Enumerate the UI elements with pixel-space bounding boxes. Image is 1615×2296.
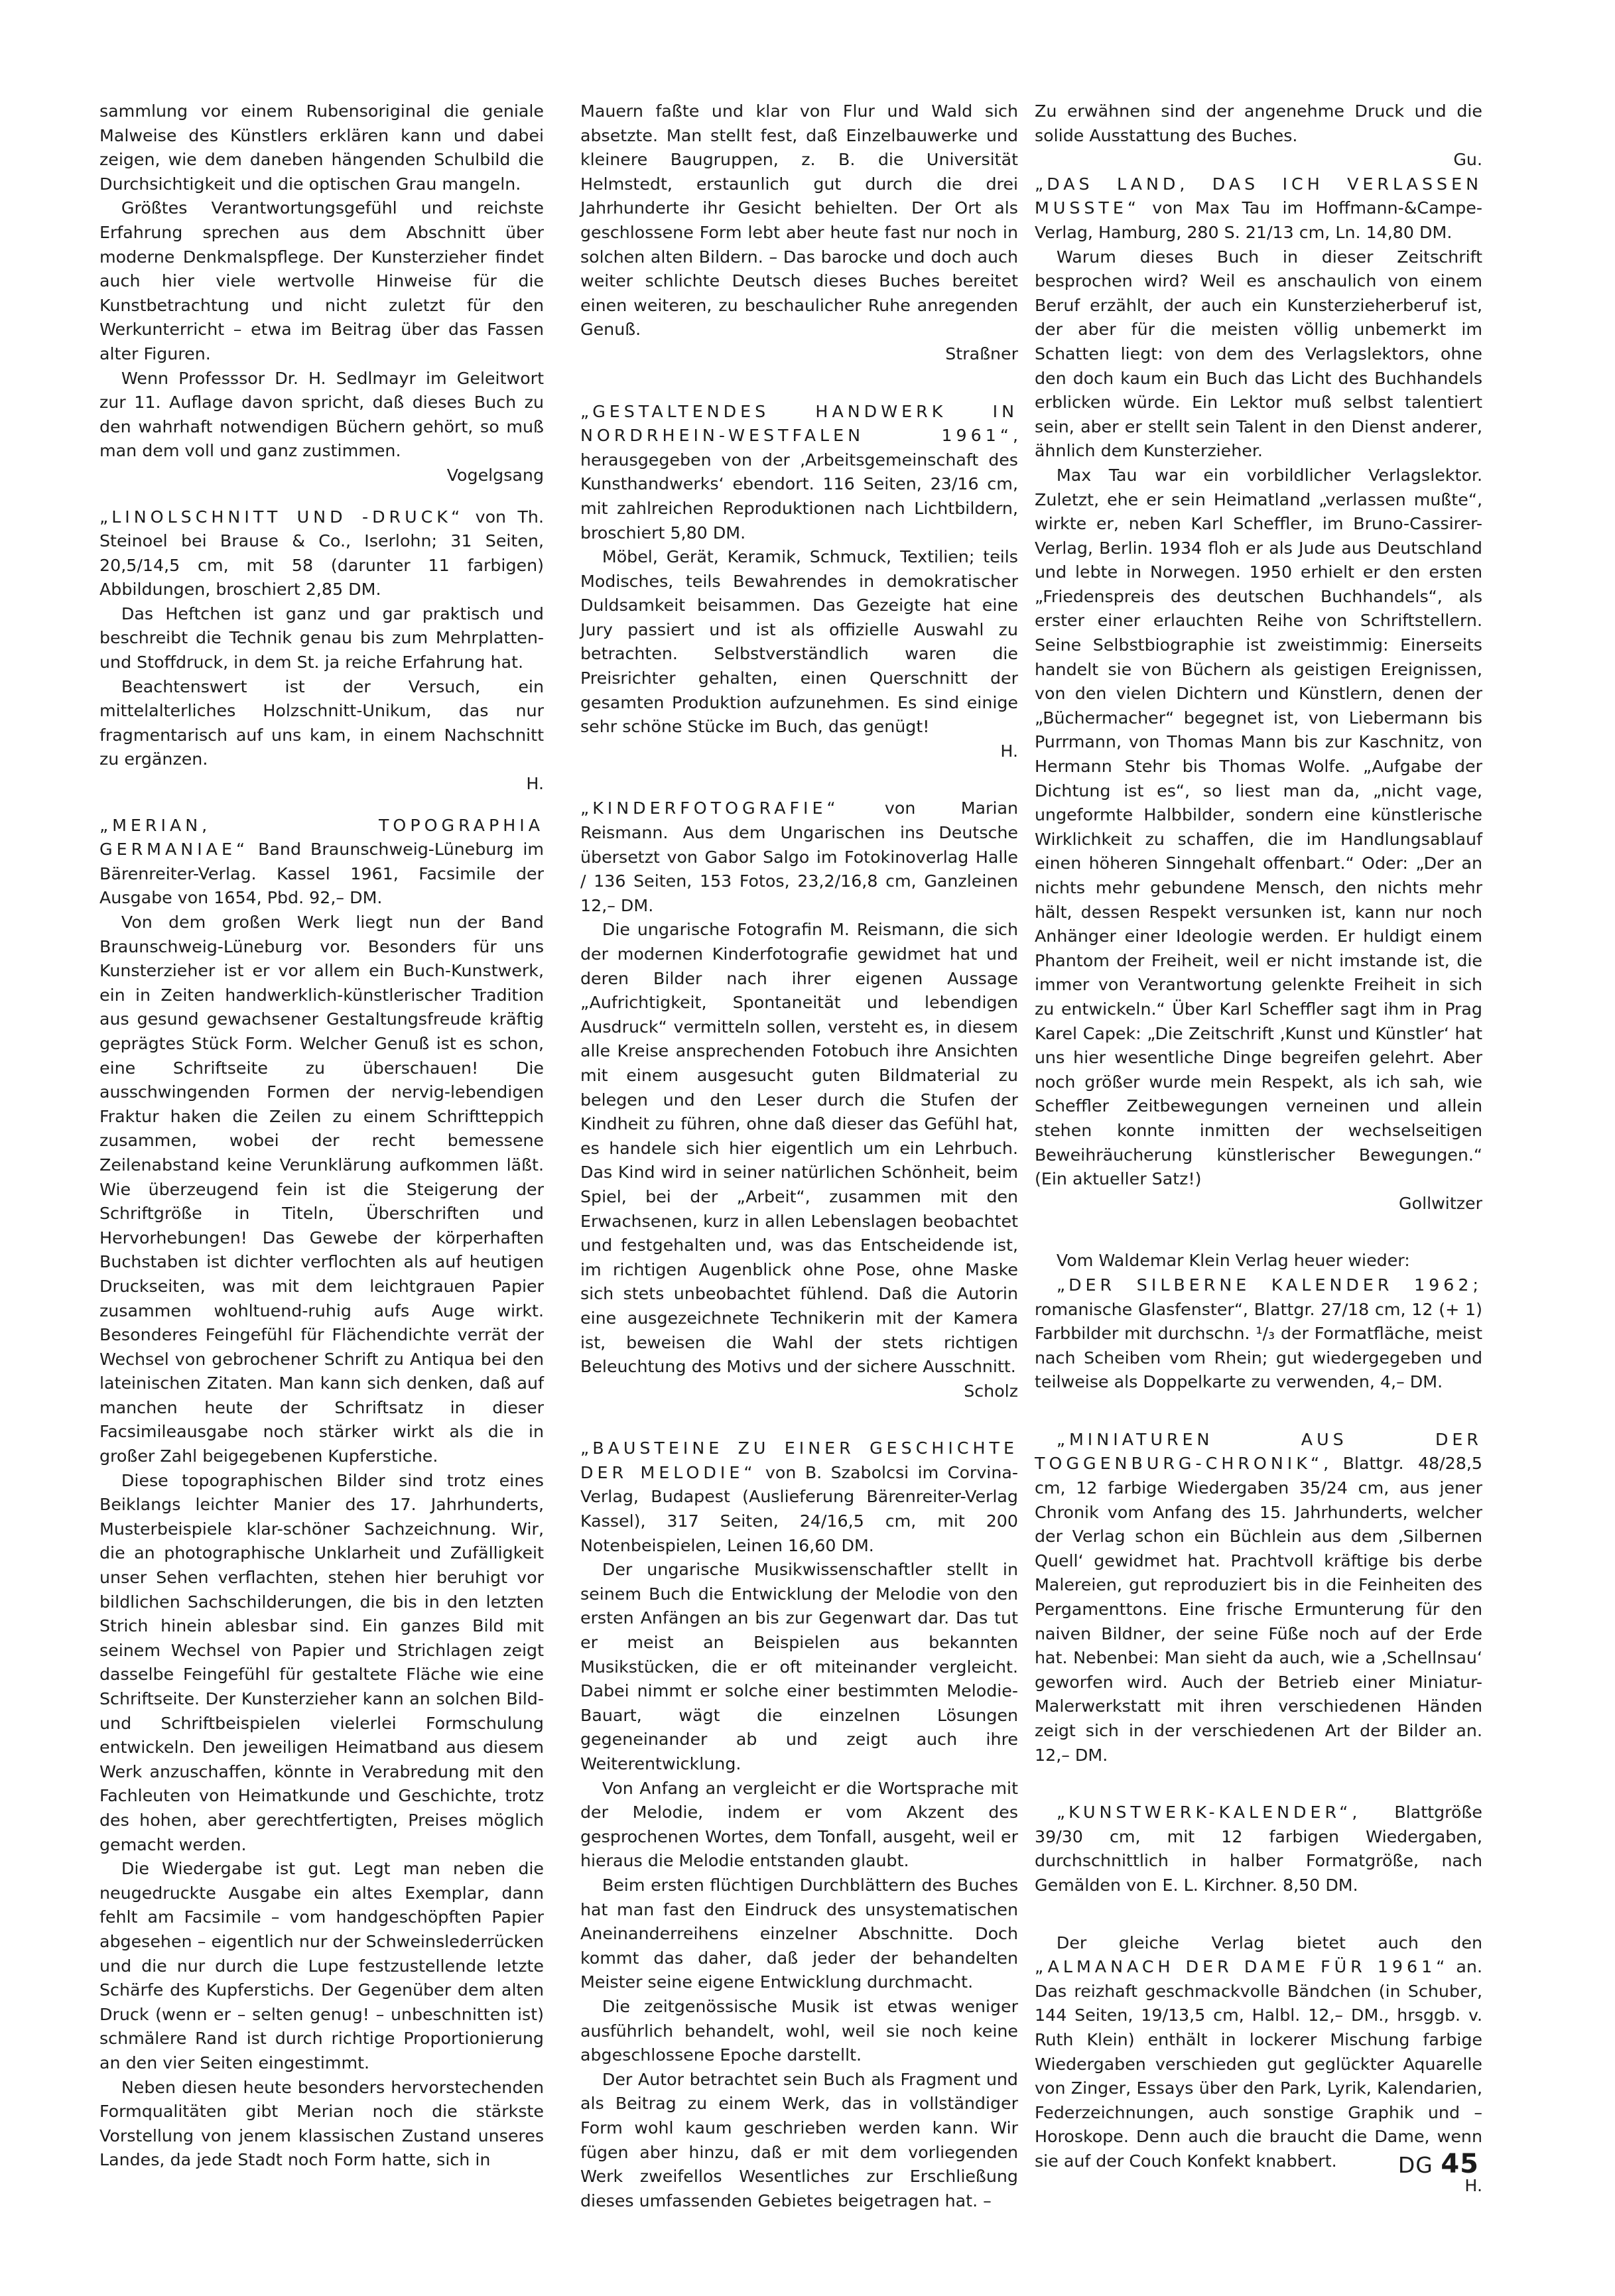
book-details: , Blattgr. 48/28,5 cm, 12 farbige Wiedergaben 35/24 cm, aus jener Chronik vom Anfang des 15. Jahrhunderts, welcher der Verlag schon ein Büchlein aus dem ‚Silbernen Quell‘ gewidmet hat. Prachtvoll kräftige bis derbe Malereien, gut reproduziert bis in die Feinheiten des Pergamenttons. Eine frische Ermunterung für den naiven Bildner, der seine Füße noch auf der Erde hat. Nebenbei: Man sieht da auch, wie a ‚Schellnsau‘ geworfen wird. Auch der Betrieb einer Miniatur-Malerwerkstatt mit ihren verschiedenen Händen zeigt sich in der verschiedenen Art der Bilder an. 12,– DM.: [1035, 1454, 1482, 1765]
paragraph: Möbel, Gerät, Keramik, Schmuck, Textilien; teils Modisches, teils Bewahrendes in demokratischer Duldsamkeit beisammen. Das Gezeigte hat eine Jury passiert und ist als offizielle Auswahl zu betrachten. Selbstverständlich waren die Preisrichter gehalten, einen Querschnitt der gesamten Produktion aufzunehmen. Es sind einige sehr schöne Stücke im Buch, das genügt!: [580, 547, 1018, 737]
book-details: von Th. Steinoel bei Brause & Co., Iserlohn; 31 Seiten, 20,5/14,5 cm, mit 58 (darunter 11 farbigen) Abbildungen, broschiert 2,85 DM.: [99, 507, 544, 600]
paragraph: Diese topographischen Bilder sind trotz eines Beiklangs leichter Manier des 17. Jahrhunderts, Musterbeispiele klar-schöner Sachzeichnung. Wir, die an photographische Unklarheit und Zufälligkeit unser Sehen verflachten, stehen hier beruhigt vor bildlichen Sachschilderungen, die bis in den letzten Strich hinein ablesbar sind. Ein ganzes Bild mit seinem Wechsel von Papier und Strichlagen zeigt dasselbe Feingefühl für gestaltete Fläche wie eine Schriftseite. Der Kunsterzieher kann an solchen Bild- und Schriftbeispielen vielerlei Formschulung entwickeln. Den jeweiligen Heimatband aus diesem Werk anzuschaffen, könnte in Verabredung mit den Fachleuten von Heimatkunde und Geschichte, trotz des hohen, aber gerechtfertigten, Preises möglich gemacht werden.: [99, 1470, 544, 1854]
book-title: „MINIATUREN AUS DER TOGGENBURG-CHRONIK“: [1035, 1429, 1482, 1474]
review-entry-heading: [580, 400, 1018, 546]
book-details: romanische Glasfenster“, Blattgr. 27/18 cm, 12 (+ 1) Farbbilder mit durchschn. ¹/₃ der Formatfläche, meist nach Scheiben vom Rhein; gut wiedergegeben und teilweise als Doppelkarte zu verwenden, 4,– DM.: [1035, 1299, 1482, 1392]
paragraph: Beim ersten flüchtigen Durchblättern des Buches hat man fast den Eindruck des unsystematischen Aneinanderreihens einzelner Abschnitte. Doch kommt das daher, daß jeder der behandelten Meister seine eigene Entwicklung durchmacht.: [580, 1875, 1018, 1992]
reviewer-signature: Vogelgsang: [446, 465, 544, 485]
page-number: 45: [1441, 2149, 1479, 2179]
paragraph: Vom Waldemar Klein Verlag heuer wieder:: [1056, 1251, 1410, 1271]
reviewer-signature: H.: [1000, 741, 1018, 761]
review-entry-heading: [580, 1436, 1018, 1558]
book-details: von B. Szabolcsi im Corvina-Verlag, Budapest (Auslieferung Bärenreiter-Verlag Kassel), 317 Seiten, 24/16,5 cm, mit 200 Notenbeispielen, Leinen 16,60 DM.: [580, 1462, 1018, 1555]
review-entry-heading: [580, 797, 1018, 918]
paragraph: Von Anfang an vergleicht er die Wortsprache mit der Melodie, indem er vom Akzent des gesprochenen Wortes, dem Tonfall, ausgeht, weil er hieraus die Melodie entstanden glaubt.: [580, 1778, 1018, 1871]
book-title: „MERIAN, TOPOGRAPHIA GERMANIAE“: [99, 815, 544, 860]
book-title: „DAS LAND, DAS ICH VERLASSEN MUSSTE“: [1035, 174, 1482, 218]
column-middle: [580, 99, 1018, 2210]
review-entry-heading: [99, 814, 544, 911]
review-entry-heading: [1035, 172, 1482, 245]
paragraph: Neben diesen heute besonders hervorstechenden Formqualitäten gibt Merian noch die stärkste Vorstellung von jenem klassischen Zustand unseres Landes, da jede Stadt noch Form hatte, sich in: [99, 2077, 544, 2170]
paragraph: Von dem großen Werk liegt nun der Band Braunschweig-Lüneburg vor. Besonders für uns Kunsterzieher ist er vor allem ein Buch-Kunstwerk, ein in Zeiten handwerklich-künstlerischer Tradition aus gesund gewachsener Gestaltungsfreude kräftig geprägtes Stück Form. Welcher Genuß ist es schon, eine Schriftseite zu überschauen! Die ausschwingenden Formen der nervig-lebendigen Fraktur haken die Zeilen zu einem Schriftteppich zusammen, wobei der recht bemessene Zeilenabstand keine Verunklärung aufkommen läßt. Wie überzeugend fein ist die Steigerung der Schriftgröße in Titeln, Überschriften und Hervorhebungen! Das Gewebe der körperhaften Buchstaben ist dichter verflochten als auf heutigen Druckseiten, was mit dem leichtgrauen Papier zusammen wohltuend-ruhig aufs Auge wirkt. Besonderes Feingefühl für Flächendichte verrät der Wechsel von gebrochener Schrift zu Antiqua bei den lateinischen Zitaten. Man kann sich denken, daß auf manchen heute der Schriftsatz in dieser Facsimileausgabe noch stärker wirkt als die in großer Zahl beigegebenen Kupferstiche.: [99, 913, 544, 1466]
reviewer-signature: Straßner: [945, 344, 1018, 363]
book-title: „LINOLSCHNITT UND -DRUCK“: [99, 507, 464, 527]
paragraph: Zu erwähnen sind der angenehme Druck und die solide Ausstattung des Buches.: [1035, 101, 1482, 145]
paragraph: Größtes Verantwortungsgefühl und reichste Erfahrung sprechen aus dem Abschnitt über moderne Denkmalspflege. Der Kunsterzieher findet auch hier viele wertvolle Hinweise für die Kunstbetrachtung und nicht zuletzt für den Werkunterricht – etwa im Beitrag über das Fassen alter Figuren.: [99, 198, 544, 363]
paragraph: Max Tau war ein vorbildlicher Verlagslektor. Zuletzt, ehe er sein Heimatland „verlassen mußte“, wirkte er, neben Karl Scheffler, im Bruno-Cassirer-Verlag, Berlin. 1934 floh er als Jude aus Deutschland und lebte in Norwegen. 1950 erhielt er den ersten „Friedenspreis des deutschen Buchhandels“, als erster einer erlauchten Reihe von Schriftstellern. Seine Selbstbiographie ist zweistimmig: Einerseits handelt sie von Büchern als geistigen Ereignissen, von den vielen Dichtern und Künstlern, denen der „Büchermacher“ begegnet ist, von Liebermann bis Purrmann, von Thomas Mann bis zur Kaschnitz, von Hermann Stehr bis Thomas Wolfe. „Aufgabe der Dichtung ist es“, so liest man da, „nicht vage, ungeformte Halbbilder, sondern eine künstlerische Wirklichkeit zu schaffen, die im Handlungsablauf einen höheren Sinngehalt offenbart.“ Oder: „Der an nichts mehr gebundene Mensch, den nichts mehr hält, dessen Respekt versunken ist, kann nur noch Anhänger einer Ideologie werden. Er huldigt einem Phantom der Freiheit, weil er nicht imstande ist, die immer von Verantwortung gelenkte Freiheit in sich zu entwickeln.“ Über Karl Scheffler sagt ihm in Prag Karel Capek: „Die Zeitschrift ‚Kunst und Künstler‘ hat uns hier wesentliche Dinge begreifen gelehrt. Aber noch größer wurde mein Respekt, als ich sah, wie Scheffler Zeitbewegungen verneinen und allein stehen konnte inmitten der wechselseitigen Beweihräucherung künstlerischer Bewegungen.“ (Ein aktueller Satz!): [1035, 465, 1482, 1189]
reviewer-signature: Gollwitzer: [1398, 1193, 1482, 1213]
journal-abbreviation: DG: [1397, 2152, 1433, 2178]
book-details: von Max Tau im Hoffmann-&Campe-Verlag, Hamburg, 280 S. 21/13 cm, Ln. 14,80 DM.: [1035, 198, 1482, 242]
review-entry-heading: [1035, 1801, 1482, 1897]
book-title: „BAUSTEINE ZU EINER GESCHICHTE DER MELODIE“: [580, 1438, 1018, 1482]
book-details: von Marian Reismann. Aus dem Ungarischen ins Deutsche übersetzt von Gabor Salgo im Fotokinoverlag Halle / 136 Seiten, 153 Fotos, 23,2/16,8 cm, Ganzleinen 12,– DM.: [580, 798, 1018, 915]
paragraph: Das Heftchen ist ganz und gar praktisch und beschreibt die Technik genau bis zum Mehrplatten- und Stoffdruck, in dem St. ja reiche Erfahrung hat.: [99, 604, 544, 672]
book-title: „GESTALTENDES HANDWERK IN NORDRHEIN-WESTFALEN 1961“: [580, 401, 1018, 446]
column-left: [99, 99, 544, 2197]
paragraph: Die ungarische Fotografin M. Reismann, die sich der modernen Kinderfotografie gewidmet hat und deren Bilder nach ihrer eigenen Aussage „Aufrichtigkeit, Spontaneität und lebendigen Ausdruck“ vermitteln sollen, versteht es, in diesem alle Kreise ansprechenden Fotobuch ihre Ansichten mit einem ausgesucht guten Bildmaterial zu belegen und den Leser durch die Stufen der Kindheit zu führen, ohne daß dieser das Gefühl hat, es handele sich hier eigentlich um ein Lehrbuch. Das Kind wird in seiner natürlichen Schönheit, beim Spiel, bei der „Arbeit“, zusammen mit den Erwachsenen, kurz in allen Lebenslagen beobachtet und festgehalten und, was das Entscheidende ist, im richtigen Augenblick ohne Pose, ohne Maske sich stets unbeobachtet fühlend. Daß die Autorin eine ausgezeichnete Technikerin mit der Kamera ist, beweisen die Wahl der stets richtigen Beleuchtung des Motivs und der sichere Ausschnitt.: [580, 920, 1018, 1377]
book-details: , Blattgröße 39/30 cm, mit 12 farbigen Wiedergaben, durchschnittlich in halber Formatgröße, nach Gemälden von E. L. Kirchner. 8,50 DM.: [1035, 1803, 1482, 1895]
book-title: „KUNSTWERK-KALENDER“: [1056, 1803, 1352, 1822]
paragraph: Warum dieses Buch in dieser Zeitschrift besprochen wird? Weil es anschaulich von einem Beruf erzählt, der auch ein Kunsterzieherberuf ist, der aber für die meisten völlig unbemerkt im Schatten liegt: von dem des Verlagslektors, ohne den doch kaum ein Buch das Licht des Buchhandels erblicken würde. Ein Lektor muß selbst talentiert sein, aber er stellt sein Talent in den Dienst anderer, ähnlich dem Kunsterzieher.: [1035, 247, 1482, 461]
book-title: „DER SILBERNE KALENDER 1962;: [1056, 1275, 1482, 1295]
review-entry-heading: [1035, 1428, 1482, 1767]
paragraph: Der ungarische Musikwissenschaftler stellt in seinem Buch die Entwicklung der Melodie von den ersten Anfängen an bis zur Gegenwart dar. Das tut er meist an Beispielen aus bekannten Musikstücken, die er oft miteinander vergleicht. Dabei nimmt er solche einer bestimmten Melodie-Bauart, wägt die einzelnen Lösungen gegeneinander ab und zeigt auch ihre Weiterentwicklung.: [580, 1560, 1018, 1773]
book-title: „KINDERFOTOGRAFIE“: [580, 798, 840, 818]
review-entry-heading: [1035, 1931, 1482, 2174]
paragraph: Wenn Professsor Dr. H. Sedlmayr im Geleitwort zur 11. Auflage davon spricht, daß dieses Buch zu den wahrhaft notwendigen Büchern gehört, so muß man dem voll und ganz zustimmen.: [99, 368, 544, 461]
review-entry-heading: [1035, 1273, 1482, 1395]
reviewer-signature: H.: [1464, 2175, 1482, 2195]
paragraph: Beachtenswert ist der Versuch, ein mittelalterliches Holzschnitt-Unikum, das nur fragmentarisch auf uns kam, in einem Nachschnitt zu ergänzen.: [99, 676, 544, 769]
entry-lead-in: Der gleiche Verlag bietet auch den: [1056, 1933, 1482, 1952]
paragraph: sammlung vor einem Rubensoriginal die geniale Malweise des Künstlers erklären kann und dabei zeigen, wie dem daneben hängenden Schulbild die Durchsichtigkeit und die optischen Grau mangeln.: [99, 101, 544, 194]
paragraph: Mauern faßte und klar von Flur und Wald sich absetzte. Man stellt fest, daß Einzelbauwerke und kleinere Baugruppen, z. B. die Universität Helmstedt, erstaunlich gut durch die drei Jahrhunderte ihr Gesicht behielten. Der Ort als geschlossene Form lebt aber heute fast nur noch in solchen alten Bildern. – Das barocke und doch auch weiter schlichte Deutsch dieses Buches bereitet einen weiteren, zu beschaulicher Ruhe anregenden Genuß.: [580, 101, 1018, 340]
page-footer: [1398, 2149, 1479, 2179]
book-details: , herausgegeben von der ‚Arbeitsgemeinschaft des Kunsthandwerks‘ ebendort. 116 Seiten, 23/16 cm, mit zahlreichen Reproduktionen nach Lichtbildern, broschiert 5,80 DM.: [580, 426, 1018, 542]
reviewer-signature: Scholz: [964, 1381, 1018, 1401]
review-entry-heading: [99, 505, 544, 602]
book-details: an. Das reizhaft geschmackvolle Bändchen (in Schuber, 144 Seiten, 19/13,5 cm, Halbl. 12,– DM., hrsggb. v. Ruth Klein) enthält in lockerer Mischung farbige Wiedergaben verschieden gut geglückter Aquarelle von Zinger, Essays über den Park, Lyrik, Kalendarien, Federzeichnungen, auch sonstige Graphik und – Horoskope. Denn auch die braucht die Dame, wenn sie auf der Couch Konfekt knabbert.: [1035, 1957, 1482, 2171]
paragraph: Die zeitgenössische Musik ist etwas weniger ausführlich behandelt, wohl, weil sie noch keine abgeschlossene Epoche darstellt.: [580, 1996, 1018, 2065]
column-right: [1035, 99, 1482, 2197]
paragraph: Der Autor betrachtet sein Buch als Fragment und als Beitrag zu einem Werk, das in vollständiger Form wohl kaum geschrieben werden kann. Wir fügen aber hinzu, daß er mit dem vorliegenden Werk zweifellos Wesentliches zur Erschließung dieses umfassenden Gebietes beigetragen hat. –: [580, 2069, 1018, 2210]
reviewer-signature: H.: [526, 774, 544, 794]
book-title: „ALMANACH DER DAME FÜR 1961“: [1035, 1957, 1449, 1977]
paragraph: Die Wiedergabe ist gut. Legt man neben die neugedruckte Ausgabe ein altes Exemplar, dann fehlt am Facsimile – vom handgeschöpften Papier abgesehen – eigentlich nur der Schweinslederrücken und die nur durch die Lupe festzustellende letzte Schärfe des Kupferstichs. Der Gegenüber dem alten Druck (wenn er – selten genug! – unbeschnitten ist) schmälere Rand ist durch richtige Proportionierung an den vier Seiten eingestimmt.: [99, 1859, 544, 2073]
book-details: Band Braunschweig-Lüneburg im Bärenreiter-Verlag. Kassel 1961, Facsimile der Ausgabe von 1654, Pbd. 92,– DM.: [99, 840, 544, 908]
reviewer-signature: Gu.: [1453, 150, 1482, 170]
